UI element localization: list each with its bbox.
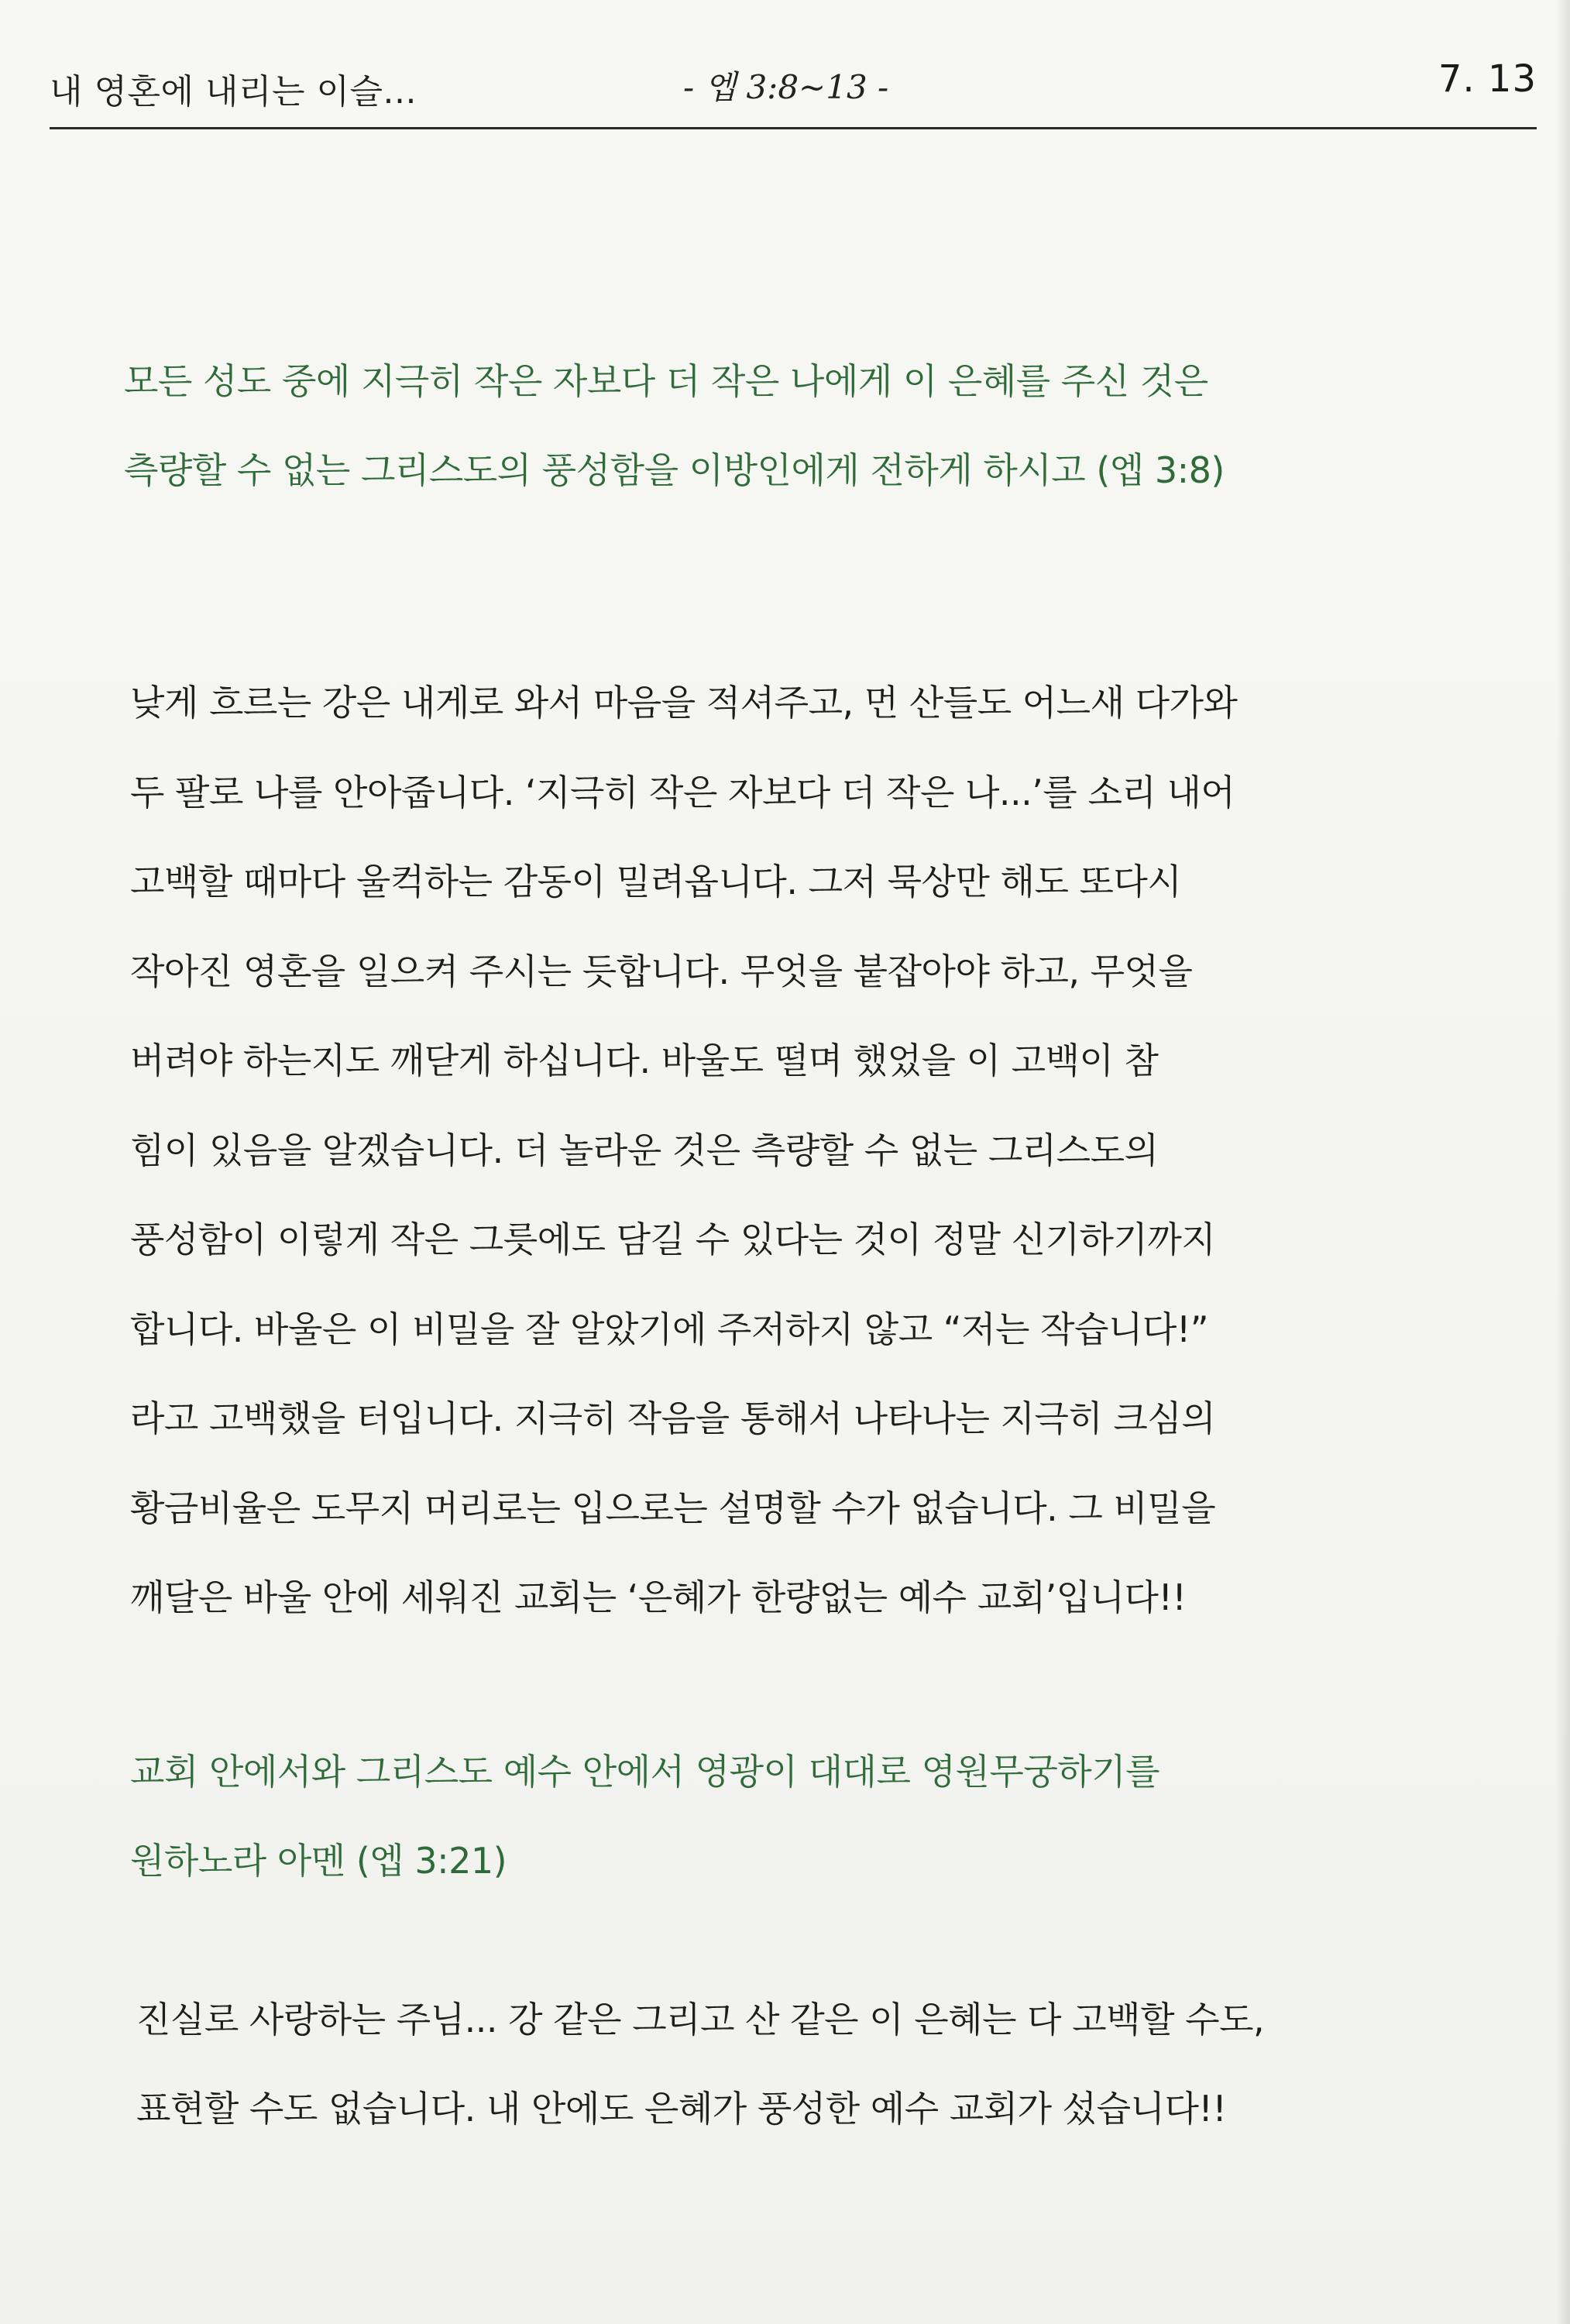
scripture-verse-top (124, 337, 1425, 515)
page-header (50, 51, 1537, 129)
closing-prayer (136, 1975, 1445, 2154)
meditation-line: 힘이 있음을 알겠습니다. 더 놀라운 것은 측량할 수 없는 그리스도의 (130, 1129, 1159, 1171)
verse-line: 측량할 수 없는 그리스도의 풍성함을 이방인에게 전하게 하시고 (엡 3:8) (124, 449, 1225, 491)
meditation-line: 황금비율은 도무지 머리로는 입으로는 설명할 수가 없습니다. 그 비밀을 (130, 1487, 1216, 1529)
meditation-line: 라고 고백했을 터입니다. 지극히 작음을 통해서 나타나는 지극히 크심의 (130, 1397, 1216, 1439)
page-edge-shadow (1556, 0, 1570, 2324)
verse-line: 모든 성도 중에 지극히 작은 자보다 더 작은 나에게 이 은혜를 주신 것은 (124, 360, 1208, 402)
verse-line: 교회 안에서와 그리스도 예수 안에서 영광이 대대로 영원무궁하기를 (130, 1751, 1160, 1793)
header-divider (50, 127, 1537, 129)
prayer-line: 표현할 수도 없습니다. 내 안에도 은혜가 풍성한 예수 교회가 섰습니다!! (136, 2088, 1227, 2130)
passage-reference: - 엡 3:8~13 - (683, 68, 889, 106)
meditation-line: 낮게 흐르는 강은 내게로 와서 마음을 적셔주고, 먼 산들도 어느새 다가와 (130, 682, 1238, 724)
meditation-paragraph (130, 658, 1439, 1643)
page-date: 7. 13 (1438, 57, 1537, 101)
verse-line: 원하노라 아멘 (엡 3:21) (130, 1840, 507, 1882)
meditation-line: 두 팔로 나를 안아줍니다. ‘지극히 작은 자보다 더 작은 나...’를 소리 내어 (130, 771, 1235, 813)
meditation-line: 깨달은 바울 안에 세워진 교회는 ‘은혜가 한량없는 예수 교회’입니다!! (130, 1576, 1187, 1618)
meditation-line: 고백할 때마다 울컥하는 감동이 밀려옵니다. 그저 묵상만 해도 또다시 (130, 861, 1182, 902)
meditation-line: 버려야 하는지도 깨닫게 하십니다. 바울도 떨며 했었을 이 고백이 참 (130, 1040, 1159, 1081)
prayer-line: 진실로 사랑하는 주님... 강 같은 그리고 산 같은 이 은혜는 다 고백할 수도, (136, 1999, 1265, 2040)
meditation-line: 작아진 영혼을 일으켜 주시는 듯합니다. 무엇을 붙잡아야 하고, 무엇을 (130, 950, 1193, 992)
book-title: 내 영혼에 내리는 이슬... (50, 72, 417, 112)
scripture-verse-bottom (130, 1728, 1431, 1906)
meditation-line: 풍성함이 이렇게 작은 그릇에도 담길 수 있다는 것이 정말 신기하기까지 (130, 1219, 1216, 1260)
meditation-line: 합니다. 바울은 이 비밀을 잘 알았기에 주저하지 않고 “저는 작습니다!” (130, 1308, 1209, 1350)
